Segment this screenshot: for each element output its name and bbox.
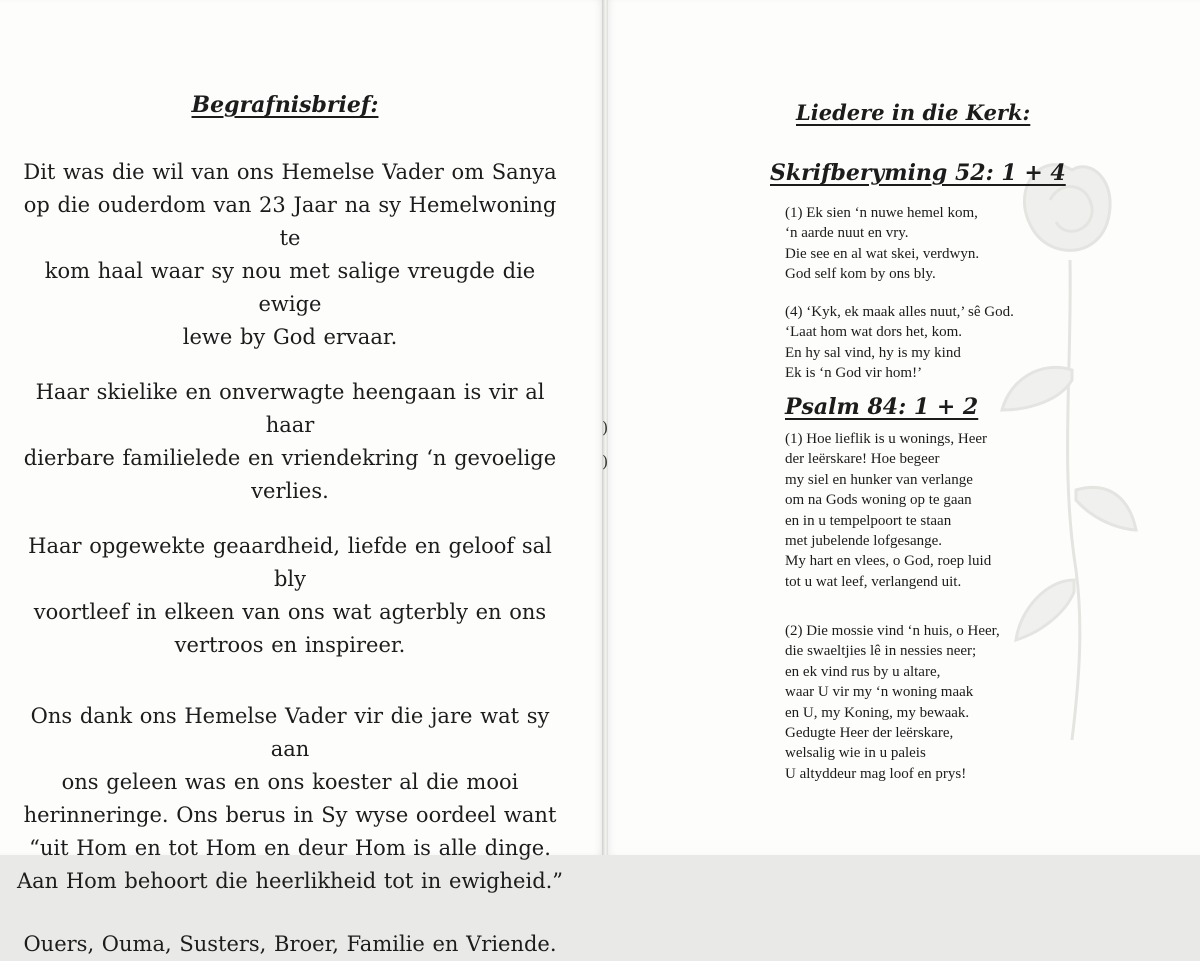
verse-line: en ek vind rus by u altare, bbox=[785, 663, 941, 680]
letter-line: vertroos en inspireer. bbox=[174, 633, 406, 657]
verse-line: Ek is ‘n God vir hom!’ bbox=[785, 365, 923, 382]
verse-line: waar U vir my ‘n woning maak bbox=[785, 684, 974, 701]
letter-paragraph bbox=[14, 376, 566, 508]
letter-body bbox=[14, 156, 566, 961]
verse-line: en in u tempelpoort te staan bbox=[785, 512, 952, 529]
verse-line: tot u wat leef, verlangend uit. bbox=[785, 573, 962, 590]
song-heading: Psalm 84: 1 + 2 bbox=[785, 394, 979, 420]
rose-watermark bbox=[980, 110, 1140, 750]
hymn-verse bbox=[785, 429, 991, 592]
verse-line: U altyddeur mag loof en prys! bbox=[785, 765, 967, 782]
verse-line: en U, my Koning, my bewaak. bbox=[785, 704, 970, 721]
letter-line: Ouers, Ouma, Susters, Broer, Familie en Vriende. bbox=[23, 932, 557, 956]
verse-line: die swaeltjies lê in nessies neer; bbox=[785, 643, 977, 660]
letter-line: herinneringe. Ons berus in Sy wyse oordeel want bbox=[23, 803, 557, 827]
letter-line: op die ouderdom van 23 Jaar na sy Hemelwoning te bbox=[23, 193, 557, 250]
verse-line: God self kom by ons bly. bbox=[785, 266, 936, 283]
verse-line: welsalig wie in u paleis bbox=[785, 745, 926, 762]
hymns-title: Liedere in die Kerk: bbox=[796, 100, 1031, 125]
letter-line: kom haal waar sy nou met salige vreugde die ewige bbox=[44, 259, 536, 316]
song-heading: Skrifberyming 52: 1 + 4 bbox=[770, 160, 1066, 186]
verse-line: ‘Laat hom wat dors het, kom. bbox=[785, 324, 963, 341]
letter-title: Begrafnisbrief: bbox=[191, 92, 379, 118]
verse-line: (1) Hoe lieflik is u wonings, Heer bbox=[785, 431, 988, 447]
letter-line: Aan Hom behoort die heerlikheid tot in ewigheid.” bbox=[16, 869, 564, 893]
letter-paragraph bbox=[14, 530, 566, 662]
letter-signature bbox=[14, 928, 566, 961]
verse-line: Die see en al wat skei, verdwyn. bbox=[785, 245, 980, 262]
verse-line: (2) Die mossie vind ‘n huis, o Heer, bbox=[785, 623, 1000, 639]
verse-line: Gedugte Heer der leërskare, bbox=[785, 725, 954, 742]
verse-line: om na Gods woning op te gaan bbox=[785, 492, 972, 509]
hymn-verse bbox=[785, 203, 979, 285]
letter-line: “uit Hom en tot Hom en deur Hom is alle dinge. bbox=[29, 836, 551, 860]
letter-line: Haar skielike en onverwagte heengaan is vir al haar bbox=[35, 380, 545, 437]
verse-line: (4) ‘Kyk, ek maak alles nuut,’ sê God. bbox=[785, 304, 1014, 320]
letter-line: voortleef in elkeen van ons wat agterbly en ons bbox=[33, 600, 547, 624]
letter-line: Ons dank ons Hemelse Vader vir die jare wat sy aan bbox=[30, 704, 550, 761]
verse-line: En hy sal vind, hy is my kind bbox=[785, 344, 961, 361]
hymn-verse bbox=[785, 621, 1000, 784]
letter-line: Dit was die wil van ons Hemelse Vader om Sanya bbox=[23, 160, 557, 184]
verse-line: (1) Ek sien ‘n nuwe hemel kom, bbox=[785, 205, 978, 221]
verse-line: my siel en hunker van verlange bbox=[785, 471, 973, 488]
verse-line: ‘n aarde nuut en vry. bbox=[785, 225, 909, 242]
staple-mark-bottom: ) bbox=[602, 452, 609, 471]
letter-line: ons geleen was en ons koester al die mooi bbox=[61, 770, 519, 794]
letter-line: dierbare familielede en vriendekring ‘n gevoelige bbox=[23, 446, 557, 470]
verse-line: met jubelende lofgesange. bbox=[785, 533, 943, 550]
letter-line: lewe by God ervaar. bbox=[182, 325, 398, 349]
verse-line: My hart en vlees, o God, roep luid bbox=[785, 553, 992, 570]
letter-line: verlies. bbox=[251, 479, 329, 503]
hymn-verse bbox=[785, 302, 1014, 384]
staple-mark-top: ) bbox=[602, 418, 609, 437]
letter-paragraph bbox=[14, 156, 566, 354]
letter-paragraph bbox=[14, 700, 566, 898]
letter-line: Haar opgewekte geaardheid, liefde en geloof sal bly bbox=[28, 534, 552, 591]
verse-line: der leërskare! Hoe begeer bbox=[785, 451, 940, 468]
